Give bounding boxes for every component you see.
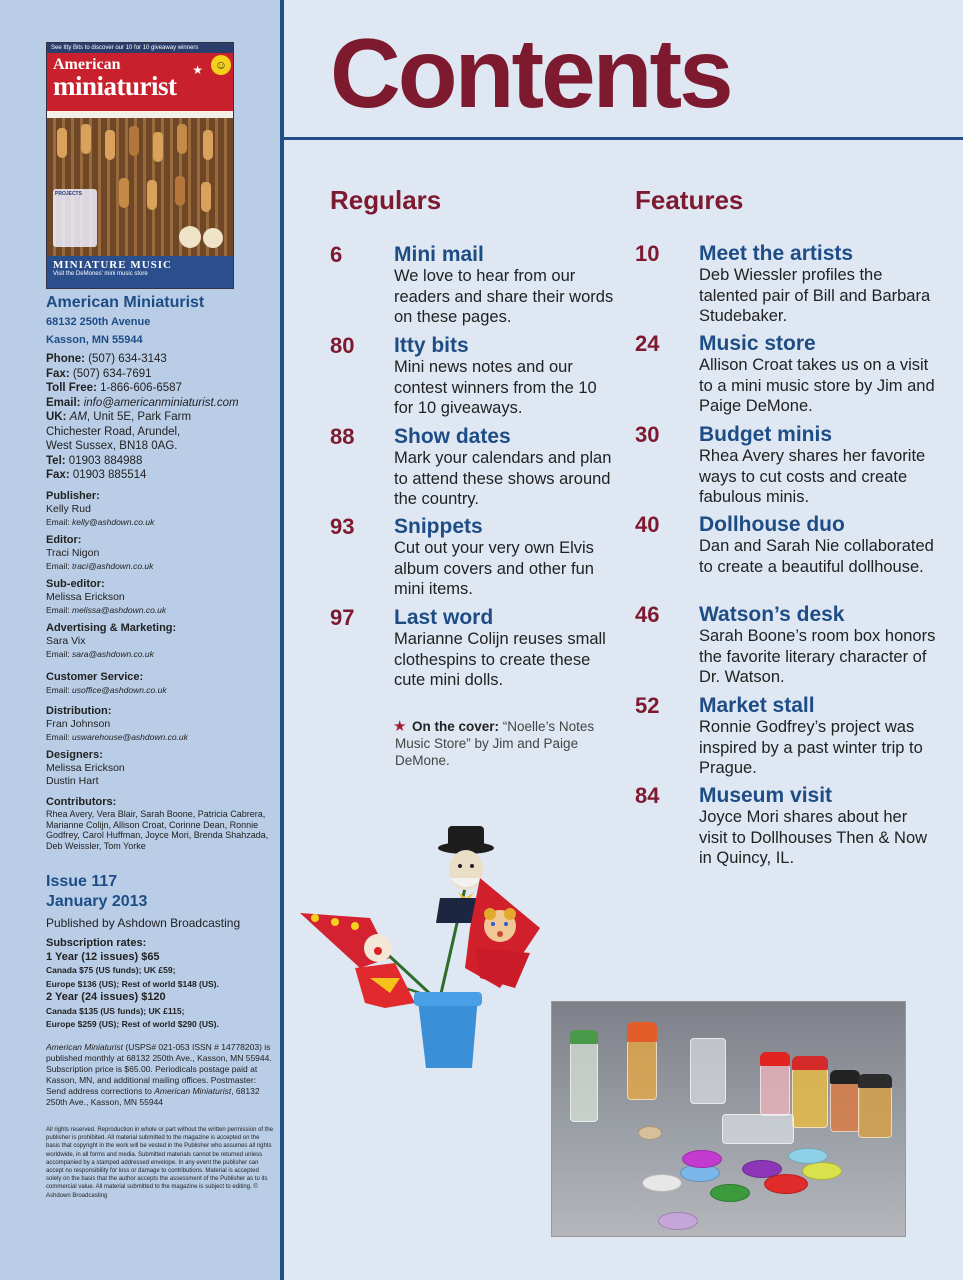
staff-name: Melissa Erickson: [46, 591, 125, 603]
toc-page-number: 88: [330, 424, 355, 449]
toc-title[interactable]: Market stall: [699, 694, 815, 717]
staff-name: Traci Nigon: [46, 547, 100, 559]
subs-1yr-a: Canada $75 (US funds); UK £59;: [46, 965, 176, 975]
issue-info: [46, 872, 274, 912]
toc-description: Mark your calendars and plan to attend these shows around the country.: [394, 449, 612, 508]
cover-date-bar: [47, 111, 233, 118]
published-by: Published by Ashdown Broadcasting: [46, 916, 241, 930]
toc-description: Allison Croat takes us on a visit to a mini music store by Jim and Paige DeMone.: [699, 356, 935, 415]
contact-uk-address: UK: AM, Unit 5E, Park Farm: [46, 411, 192, 423]
staff-role: Publisher:: [46, 490, 100, 502]
toc-title[interactable]: Show dates: [394, 425, 511, 448]
staff-email[interactable]: Email: uswarehouse@ashdown.co.uk: [46, 732, 188, 742]
staff-email[interactable]: Email: sara@ashdown.co.uk: [46, 649, 154, 659]
usps-statement: American Miniaturist (USPS# 021-053 ISSN # 14778203) is published monthly at 68132 250th Ave., Kasson, MN 55944. Subscription price is $65.00. Periodicals postage paid at Kasson, MN, and additional mailing offices. Postmaster: Send address corrections to American Miniaturist, 68132 250th Ave., Kasson, MN 55944: [46, 1042, 272, 1107]
address-line2: Kasson, MN 55944: [46, 334, 143, 346]
toc-description: Joyce Mori shares about her visit to Dollhouses Then & Now in Quincy, IL.: [699, 808, 928, 867]
features-heading: Features: [635, 185, 744, 215]
toc-description: Mini news notes and our contest winners from the 10 for 10 giveaways.: [394, 358, 597, 417]
toc-description: Marianne Colijn reuses small clothespins to create these cute mini dolls.: [394, 630, 606, 689]
toc-page-number: 24: [635, 331, 660, 356]
staff-role: Advertising & Marketing:: [46, 622, 177, 634]
cover-bottom-title: MINIATURE MUSIC: [53, 259, 172, 271]
cover-note: [395, 718, 610, 769]
subscription-rates: [46, 937, 274, 1032]
staff-email[interactable]: Email: traci@ashdown.co.uk: [46, 561, 154, 571]
contributors-list: Rhea Avery, Vera Blair, Sarah Boone, Patricia Cabrera, Marianne Colijn, Allison Croat, Corinne Dean, Ronnie Godfrey, Carol Huffman, Joyce Mori, Brenda Shahzada, Deb Weissler, Tom Yorke: [46, 809, 269, 851]
staff-name: Sara Vix: [46, 635, 86, 647]
designers-role: Designers:: [46, 749, 103, 761]
title-divider: [284, 137, 963, 140]
subs-1yr-b: Europe $136 (US); Rest of world $148 (US).: [46, 978, 219, 989]
toc-description: Cut out your very own Elvis album covers and other fun mini items.: [394, 539, 594, 598]
sidebar-divider: [280, 0, 284, 1280]
toc-title[interactable]: Dollhouse duo: [699, 513, 845, 536]
mini-jars-photo: [551, 1001, 906, 1237]
staff-role: Distribution:: [46, 705, 112, 717]
subs-1yr: 1 Year (12 issues) $65: [46, 950, 160, 963]
toc-page-number: 93: [330, 514, 355, 539]
staff-email[interactable]: Email: melissa@ashdown.co.uk: [46, 605, 167, 615]
cover-mast-line2: miniaturist: [53, 71, 177, 101]
publication-address: [46, 313, 274, 349]
contact-fax: Fax: (507) 634-7691: [46, 367, 152, 380]
toc-page-number: 80: [330, 333, 355, 358]
toc-page-number: 6: [330, 242, 343, 267]
toc-title[interactable]: Music store: [699, 332, 816, 355]
toc-page-number: 46: [635, 602, 660, 627]
subs-2yr-a: Canada $135 (US funds); UK £115;: [46, 1005, 185, 1016]
contributors-role: Contributors:: [46, 796, 117, 808]
toc-page-number: 10: [635, 241, 660, 266]
subs-2yr: 2 Year (24 issues) $120: [46, 991, 166, 1003]
smiley-icon: ☺: [211, 55, 231, 75]
subs-heading: Subscription rates:: [46, 937, 147, 949]
page-title: Contents: [330, 18, 731, 128]
staff-role: Customer Service:: [46, 671, 144, 683]
staff-email[interactable]: Email: kelly@ashdown.co.uk: [46, 517, 155, 527]
contact-phone: Phone: (507) 634-3143: [46, 353, 167, 365]
cover-note-text: “Noelle’s Notes Music Store” by Jim and Paige DeMone.: [395, 719, 595, 768]
staff-name: Kelly Rud: [46, 503, 91, 515]
staff-list: [46, 490, 274, 851]
contact-email[interactable]: Email: info@americanminiaturist.com: [46, 396, 239, 409]
cover-note-lead: On the cover:: [412, 719, 500, 734]
toc-page-number: 97: [330, 605, 355, 630]
cover-mast-line1: American: [53, 56, 121, 73]
staff-role: Sub-editor:: [46, 578, 105, 590]
toc-description: We love to hear from our readers and share their words on these pages.: [394, 267, 614, 326]
toc-description: Deb Wiessler profiles the talented pair of Bill and Barbara Studebaker.: [699, 266, 931, 325]
toc-description: Sarah Boone’s room box honors the favorite literary character of Dr. Watson.: [699, 627, 936, 686]
toc-page-number: 84: [635, 783, 660, 808]
toc-description: Dan and Sarah Nie collaborated to create a beautiful dollhouse.: [699, 537, 934, 576]
rights-notice: All rights reserved. Reproduction in whole or part without the written permission of the publisher is prohibited. All material submitted to the magazine is accepted on the basis that copyright in the work will be vested in the Publisher who assumes all rights worldwide, in all forms and media. Submitted materials cannot be returned unless accompanied by a stamped addressed envelope. In any event the publisher can accept no responsibility for loss or damage to contributions. Material is accepted solely on the basis that the author accepts the assessment of the Publisher as to its commercial value. All material submitted to the magazine is subject to editing. © Ashdown Broadcasting: [46, 1127, 274, 1199]
star-icon: ★: [192, 63, 203, 77]
cover-top-strip: See Itty Bits to discover our 10 for 10 giveaway winners: [47, 43, 233, 53]
magazine-cover-thumbnail[interactable]: [46, 42, 234, 289]
clothespin-dolls-illustration: [300, 818, 540, 1068]
contact-block: [46, 352, 274, 483]
contact-toll-free: Toll Free: 1-866-606-6587: [46, 382, 182, 394]
toc-title[interactable]: Mini mail: [394, 243, 484, 266]
toc-title[interactable]: Last word: [394, 606, 494, 629]
staff-email[interactable]: Email: usoffice@ashdown.co.uk: [46, 685, 167, 695]
regulars-heading: Regulars: [330, 185, 442, 215]
address-line1: 68132 250th Avenue: [46, 316, 151, 328]
issue-number: Issue 117: [46, 873, 118, 890]
toc-title[interactable]: Snippets: [394, 515, 483, 538]
cover-projects-box: [53, 189, 97, 247]
toc-title[interactable]: Watson’s desk: [699, 603, 845, 626]
cover-bottom-banner: [47, 256, 234, 288]
staff-role: Editor:: [46, 534, 82, 546]
issue-date: January 2013: [46, 893, 148, 910]
subs-2yr-b: Europe $259 (US); Rest of world $290 (US).: [46, 1019, 219, 1029]
staff-name: Fran Johnson: [46, 718, 111, 730]
cover-projects-label: PROJECTS: [55, 191, 82, 197]
toc-page-number: 40: [635, 512, 660, 537]
toc-title[interactable]: Budget minis: [699, 423, 833, 446]
toc-description: Ronnie Godfrey’s project was inspired by a past winter trip to Prague.: [699, 718, 923, 777]
star-icon: ★: [393, 718, 407, 735]
publication-name: American Miniaturist: [46, 294, 205, 311]
contact-uk-fax: Fax: 01903 885514: [46, 469, 147, 481]
designer-name: Melissa Erickson: [46, 762, 125, 774]
designer-name: Dustin Hart: [46, 775, 99, 787]
toc-title[interactable]: Itty bits: [394, 334, 469, 357]
toc-page-number: 52: [635, 693, 660, 718]
contact-uk-line2: Chichester Road, Arundel,: [46, 425, 181, 438]
cover-bottom-subtitle: Visit the DeMones' mini music store: [53, 271, 148, 277]
toc-title[interactable]: Museum visit: [699, 784, 833, 807]
toc-title[interactable]: Meet the artists: [699, 242, 854, 265]
toc-page-number: 30: [635, 422, 660, 447]
cover-masthead: [47, 53, 233, 111]
contact-uk-line3: West Sussex, BN18 0AG.: [46, 440, 178, 452]
contact-uk-tel: Tel: 01903 884988: [46, 454, 143, 467]
toc-description: Rhea Avery shares her favorite ways to cut costs and create fabulous minis.: [699, 447, 926, 506]
